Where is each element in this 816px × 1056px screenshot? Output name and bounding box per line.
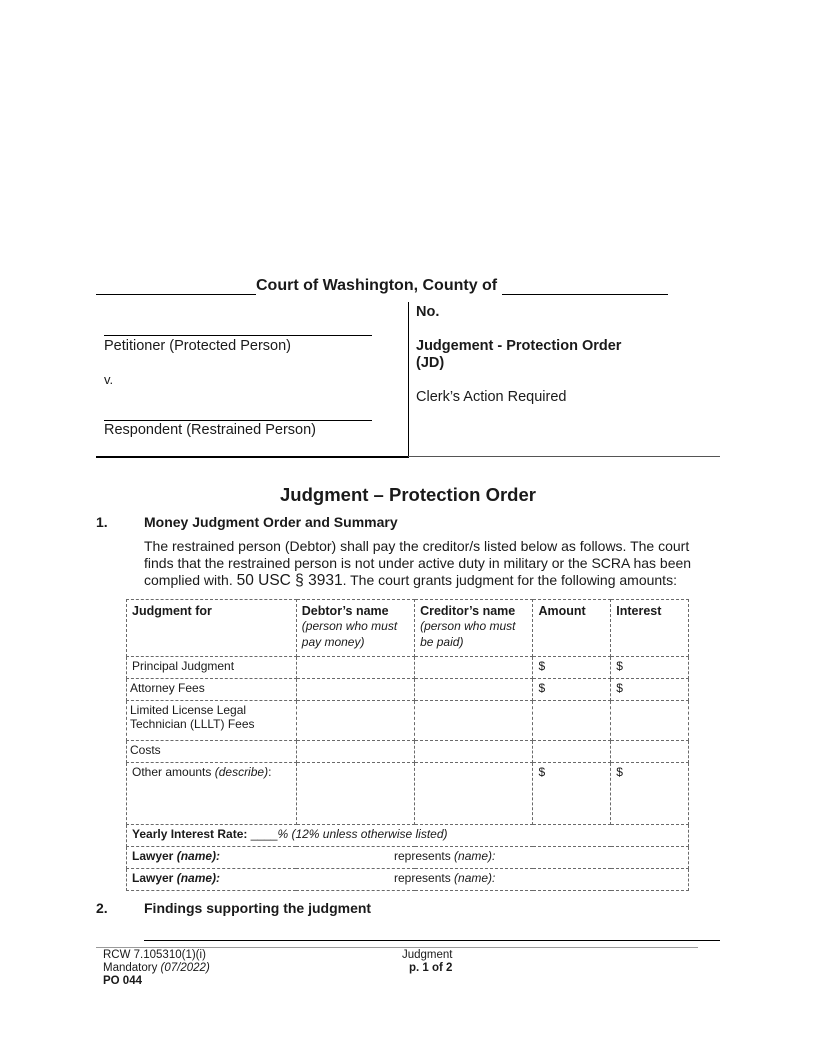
section-1-heading: Money Judgment Order and Summary [144, 514, 398, 530]
section-1-number: 1. [96, 514, 108, 530]
col-judgment-for: Judgment for [127, 600, 297, 657]
creditor-cell[interactable] [415, 741, 533, 763]
section-2-heading: Findings supporting the judgment [144, 900, 372, 916]
row-label: Costs [127, 741, 297, 763]
amount-cell[interactable] [533, 701, 611, 741]
interest-cell[interactable]: $ [611, 763, 689, 825]
amount-cell[interactable]: $ [533, 763, 611, 825]
creditor-cell[interactable] [415, 657, 533, 679]
table-row-lllt-fees [127, 701, 689, 741]
amount-cell[interactable]: $ [533, 657, 611, 679]
creditor-cell[interactable] [415, 679, 533, 701]
caption-divider [408, 302, 409, 458]
section-1-body [144, 538, 722, 589]
court-heading [96, 277, 676, 295]
table-row-principal [127, 657, 689, 679]
footer-form-id: PO 044 [103, 975, 142, 987]
row-label: Limited License Legal Technician (LLLT) Fees [127, 701, 297, 741]
footer-mandatory: Mandatory (07/2022) [103, 962, 210, 974]
creditor-cell[interactable] [415, 701, 533, 741]
debtor-cell[interactable] [296, 763, 414, 825]
footer-left [103, 949, 210, 988]
table-row-costs [127, 741, 689, 763]
debtor-cell[interactable] [296, 741, 414, 763]
document-name-line1: Judgement - Protection Order [416, 338, 622, 354]
court-name-blank[interactable] [96, 280, 256, 295]
petitioner-name-line[interactable] [104, 335, 372, 336]
col-creditor-name: Creditor’s name (person who must be paid) [415, 600, 533, 657]
interest-cell[interactable] [611, 741, 689, 763]
interest-rate-cell[interactable]: Yearly Interest Rate: ____% (12% unless otherwise listed) [127, 825, 689, 847]
clerk-action-label: Clerk’s Action Required [416, 389, 567, 405]
section-1-body-end: . The court grants judgment for the following amounts: [342, 572, 677, 588]
row-label: Principal Judgment [127, 657, 297, 679]
table-row-lawyer-1 [127, 847, 689, 869]
money-judgment-table [126, 599, 689, 891]
lawyer-cell[interactable]: Lawyer (name): represents (name): [127, 847, 689, 869]
footer-center [402, 949, 453, 975]
county-blank[interactable] [502, 280, 668, 295]
table-row-other-amounts [127, 763, 689, 825]
section-1-body-text: The restrained person (Debtor) shall pay the creditor/s listed below as follows. The court finds that the restrained person is not under active duty in military or the SCRA has been complied with. [144, 538, 692, 588]
row-label: Attorney Fees [127, 679, 297, 701]
table-row-attorney-fees [127, 679, 689, 701]
footer-rule [144, 940, 720, 941]
row-label: Other amounts (describe): [127, 763, 297, 825]
footer-form-title: Judgment [402, 949, 453, 961]
table-row-interest-rate [127, 825, 689, 847]
col-interest: Interest [611, 600, 689, 657]
case-number-label: No. [416, 304, 440, 320]
amount-cell[interactable] [533, 741, 611, 763]
col-debtor-name: Debtor’s name (person who must pay money) [296, 600, 414, 657]
debtor-cell[interactable] [296, 657, 414, 679]
respondent-label: Respondent (Restrained Person) [104, 422, 316, 438]
interest-cell[interactable]: $ [611, 679, 689, 701]
caption-bottom-rule-left [96, 456, 408, 458]
lawyer-cell[interactable]: Lawyer (name): represents (name): [127, 869, 689, 891]
document-name [416, 338, 621, 372]
court-heading-text: Court of Washington, County of [256, 277, 498, 294]
interest-cell[interactable]: $ [611, 657, 689, 679]
debtor-cell[interactable] [296, 701, 414, 741]
versus-label: v. [104, 372, 114, 387]
footer-page-number: p. 1 of 2 [409, 962, 453, 974]
section-2-number: 2. [96, 900, 108, 916]
amount-cell[interactable]: $ [533, 679, 611, 701]
footer-statute: RCW 7.105310(1)(i) [103, 949, 206, 961]
table-row-lawyer-2 [127, 869, 689, 891]
scra-citation: 50 USC § 3931 [236, 572, 343, 589]
caption-bottom-rule-right [408, 456, 720, 457]
document-name-line2: (JD) [416, 355, 445, 371]
page-title: Judgment – Protection Order [280, 484, 536, 505]
footer-rule-thin [96, 947, 698, 948]
debtor-cell[interactable] [296, 679, 414, 701]
creditor-cell[interactable] [415, 763, 533, 825]
respondent-name-line[interactable] [104, 420, 372, 421]
interest-cell[interactable] [611, 701, 689, 741]
petitioner-label: Petitioner (Protected Person) [104, 338, 291, 354]
col-amount: Amount [533, 600, 611, 657]
table-header-row [127, 600, 689, 657]
